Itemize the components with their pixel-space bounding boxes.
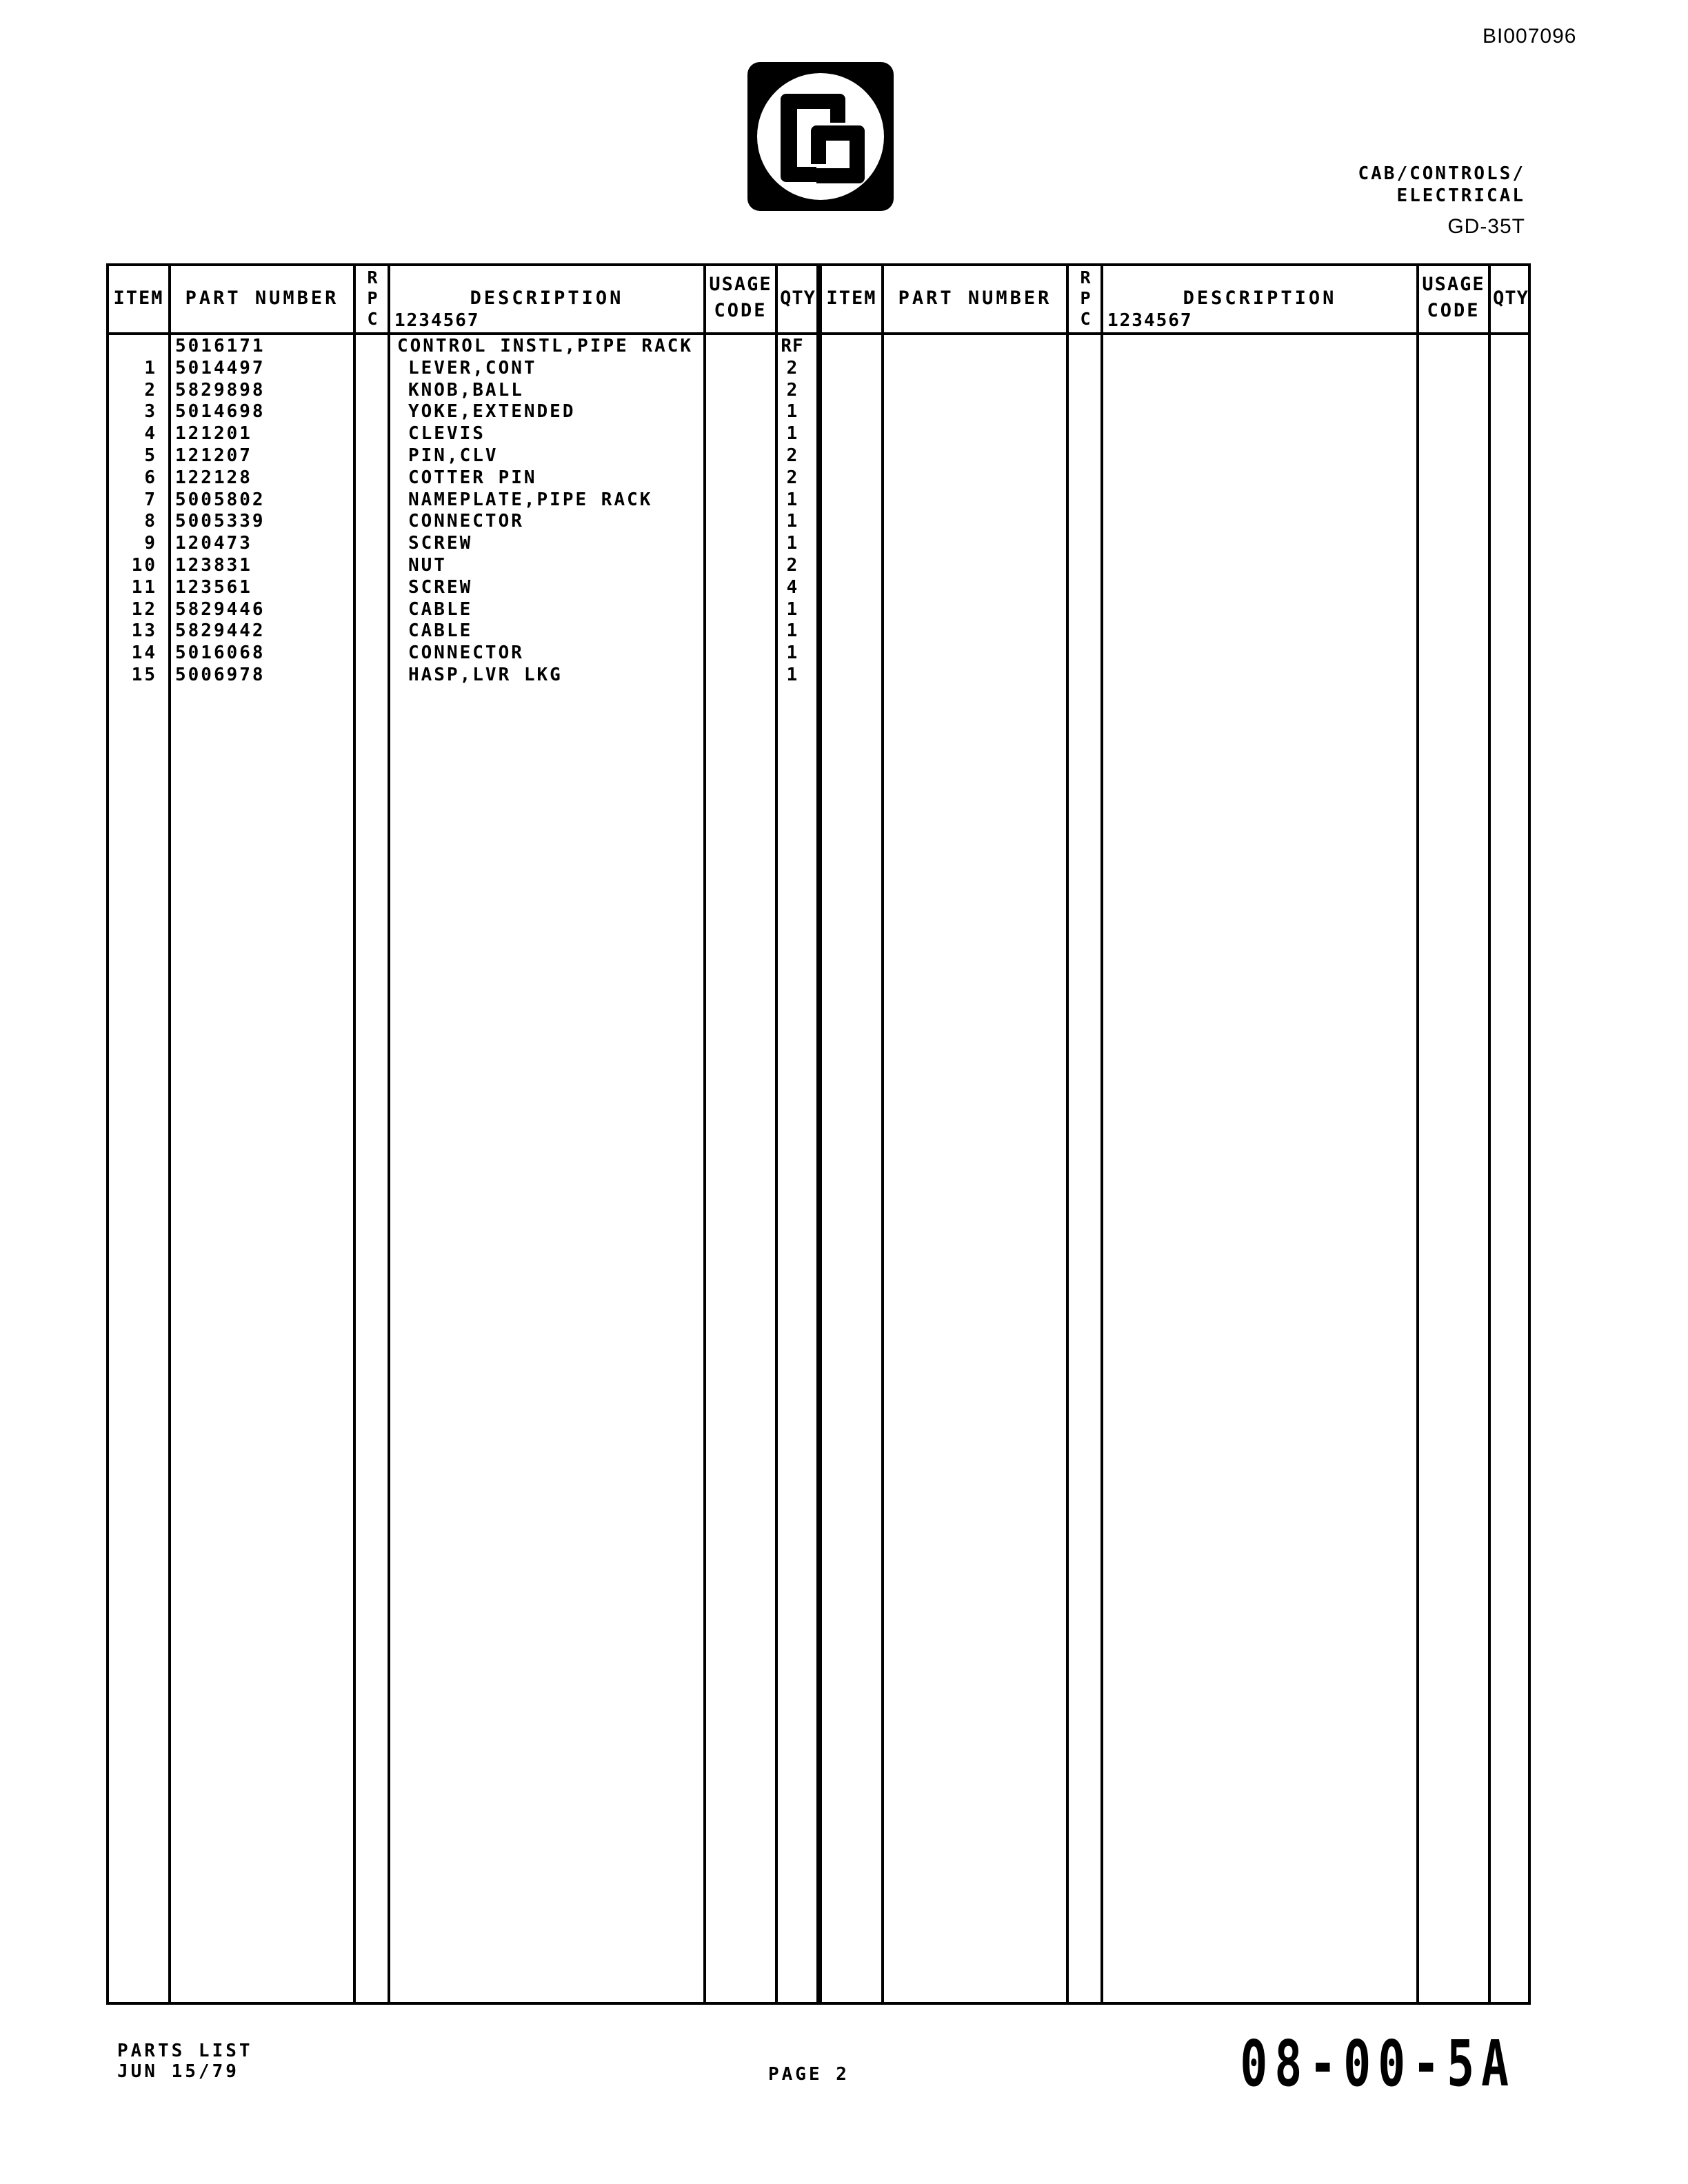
part-number-cell: 121201 [175, 423, 252, 445]
item-cell: 10 [131, 555, 157, 576]
table-row [109, 554, 816, 576]
column-header-item: ITEM [826, 287, 877, 309]
page-number: PAGE 2 [768, 2064, 850, 2085]
item-cell: 5 [144, 445, 157, 466]
description-cell: YOKE,EXTENDED [408, 401, 576, 423]
indent-digits: 1234567 [394, 310, 480, 331]
section-title-line1: CAB/CONTROLS/ [1358, 163, 1525, 184]
column-divider [881, 266, 884, 2002]
description-cell: CABLE [408, 620, 473, 642]
column-header-rpc-c: C [1080, 309, 1091, 329]
description-cell: CONNECTOR [408, 511, 524, 532]
part-number-cell: 5829446 [175, 598, 265, 620]
table-row [109, 620, 816, 642]
description-cell: CLEVIS [408, 423, 485, 445]
qty-cell: 1 [786, 620, 798, 642]
description-cell: CABLE [408, 598, 473, 620]
table-row [109, 598, 816, 620]
item-cell: 1 [144, 357, 157, 378]
part-number-cell: 5016068 [175, 643, 265, 664]
column-header-rpc-r: R [1080, 267, 1091, 287]
description-cell: CONTROL INSTL,PIPE RACK [397, 336, 694, 356]
part-number-cell: 5014497 [175, 357, 265, 378]
item-cell: 15 [131, 665, 157, 685]
indent-digits: 1234567 [1107, 310, 1193, 331]
document-type: PARTS LIST [117, 2041, 253, 2061]
column-header-code: CODE [714, 300, 767, 321]
column-divider [1416, 266, 1419, 2002]
description-cell: CONNECTOR [408, 643, 524, 664]
qty-cell: 2 [786, 445, 798, 466]
qty-cell: 1 [786, 598, 798, 620]
part-number-cell: 123561 [175, 576, 252, 598]
description-cell: SCREW [408, 576, 473, 598]
item-cell: 8 [144, 511, 157, 532]
section-title [1358, 163, 1526, 207]
footer-info [117, 2041, 253, 2082]
qty-cell: 2 [786, 379, 798, 401]
column-header-code: CODE [1427, 300, 1480, 321]
part-number-cell: 5829898 [175, 379, 265, 401]
column-header-item: ITEM [113, 287, 164, 309]
qty-cell: 1 [786, 643, 798, 664]
qty-cell: 2 [786, 555, 798, 576]
qty-cell: 1 [786, 489, 798, 510]
description-cell: SCREW [408, 533, 473, 554]
qty-cell: 1 [786, 401, 798, 423]
part-number-cell: 5005802 [175, 489, 265, 510]
table-row [109, 423, 816, 445]
qty-cell: 1 [786, 665, 798, 685]
column-header-usage: USAGE [1422, 274, 1485, 295]
qty-cell: 1 [786, 511, 798, 532]
part-number-cell: 5005339 [175, 511, 265, 532]
item-cell: 2 [144, 379, 157, 401]
part-number-cell: 5014698 [175, 401, 265, 423]
column-divider [1101, 266, 1103, 2002]
company-logo [745, 59, 896, 214]
item-cell: 6 [144, 467, 157, 488]
column-header-part-number: PART NUMBER [898, 287, 1052, 309]
table-row [109, 576, 816, 598]
part-number-cell: 120473 [175, 533, 252, 554]
column-header-description: DESCRIPTION [1183, 287, 1337, 309]
part-number-cell: 5829442 [175, 620, 265, 642]
item-cell: 3 [144, 401, 157, 423]
table-row [109, 445, 816, 467]
description-cell: PIN,CLV [408, 445, 499, 466]
part-number-cell: 5016171 [175, 336, 265, 356]
description-cell: NUT [408, 555, 447, 576]
document-id: BI007096 [1483, 25, 1577, 48]
qty-cell: 1 [786, 423, 798, 445]
model-number: GD-35T [1447, 215, 1525, 238]
description-cell: LEVER,CONT [408, 357, 537, 378]
column-header-rpc-c: C [367, 309, 378, 329]
item-cell: 9 [144, 533, 157, 554]
table-row [109, 532, 816, 554]
table-row [109, 357, 816, 379]
parts-table-left [106, 263, 819, 2005]
column-divider [1066, 266, 1069, 2002]
qty-cell: 1 [786, 533, 798, 554]
part-number-cell: 5006978 [175, 665, 265, 685]
description-cell: KNOB,BALL [408, 379, 524, 401]
part-number-cell: 122128 [175, 467, 252, 488]
qty-cell: 4 [786, 576, 798, 598]
qty-cell: 2 [786, 357, 798, 378]
table-row [109, 489, 816, 511]
column-header-rpc-p: P [1080, 288, 1091, 308]
description-cell: COTTER PIN [408, 467, 537, 488]
description-cell: NAMEPLATE,PIPE RACK [408, 489, 653, 510]
table-row [109, 510, 816, 532]
column-header-qty: QTY [1493, 287, 1529, 309]
item-cell: 14 [131, 643, 157, 664]
table-row [109, 467, 816, 489]
column-divider [1488, 266, 1491, 2002]
column-header-rpc-p: P [367, 288, 378, 308]
part-number-cell: 123831 [175, 555, 252, 576]
column-header-usage: USAGE [709, 274, 772, 295]
header-divider [822, 332, 1528, 335]
column-header-qty: QTY [780, 287, 816, 309]
qty-cell: RF [781, 336, 804, 356]
item-cell: 13 [131, 620, 157, 642]
item-cell: 11 [131, 576, 157, 598]
description-cell: HASP,LVR LKG [408, 665, 563, 685]
item-cell: 12 [131, 598, 157, 620]
section-title-line2: ELECTRICAL [1396, 185, 1525, 206]
sheet-number: 08-00-5A [1240, 2027, 1516, 2101]
table-row [109, 642, 816, 664]
column-header-part-number: PART NUMBER [185, 287, 339, 309]
document-date: JUN 15/79 [117, 2061, 239, 2082]
column-header-description: DESCRIPTION [470, 287, 624, 309]
table-row [109, 664, 816, 686]
part-number-cell: 121207 [175, 445, 252, 466]
column-header-rpc-r: R [367, 267, 378, 287]
item-cell: 4 [144, 423, 157, 445]
table-row [109, 379, 816, 401]
table-row [109, 401, 816, 423]
qty-cell: 2 [786, 467, 798, 488]
parts-table-right [819, 263, 1531, 2005]
table-row [109, 335, 816, 357]
item-cell: 7 [144, 489, 157, 510]
